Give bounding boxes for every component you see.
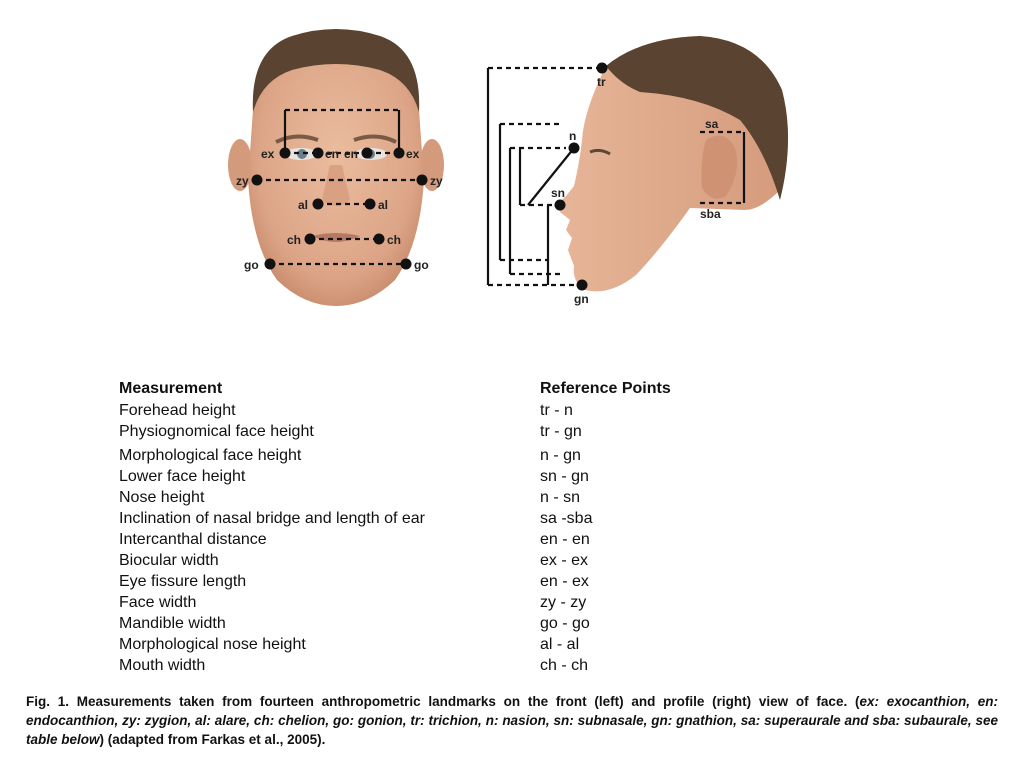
table-row — [119, 613, 759, 634]
landmark-go-right — [401, 259, 412, 270]
label-gn: gn — [574, 292, 589, 306]
landmark-en-left — [313, 148, 324, 159]
table-row — [119, 508, 759, 529]
row-reference: tr - gn — [540, 423, 582, 440]
label-sa: sa — [705, 117, 719, 131]
landmark-zy-right — [417, 175, 428, 186]
label-n: n — [569, 129, 577, 143]
row-measurement: Physiognomical face height — [119, 423, 314, 440]
label-ex-left: ex — [261, 147, 275, 161]
landmark-al-right — [365, 199, 376, 210]
label-en-right: en — [344, 147, 359, 161]
row-reference: n - gn — [540, 447, 581, 464]
caption-label: Fig. 1. — [26, 694, 70, 709]
table-row — [119, 487, 759, 508]
landmark-zy-left — [252, 175, 263, 186]
row-reference: al - al — [540, 636, 580, 653]
table-row — [119, 655, 759, 676]
figure-caption — [26, 692, 998, 749]
row-reference: zy - zy — [540, 594, 587, 611]
header-measurement: Measurement — [119, 380, 223, 397]
row-measurement: Morphological face height — [119, 447, 302, 464]
caption-text-end: ) (adapted from Farkas et al., 2005). — [99, 732, 326, 747]
label-en-left: en — [325, 147, 340, 161]
landmark-gn — [577, 280, 588, 291]
landmark-tr — [597, 63, 608, 74]
table-row — [119, 529, 759, 550]
row-measurement: Lower face height — [119, 468, 246, 485]
row-measurement: Nose height — [119, 489, 205, 506]
landmark-ch-left — [305, 234, 316, 245]
landmark-ex-right — [394, 148, 405, 159]
label-ch-right: ch — [387, 233, 402, 247]
label-tr: tr — [597, 75, 606, 89]
row-reference: ex - ex — [540, 552, 589, 569]
label-ex-right: ex — [406, 147, 420, 161]
face-landmark-figure — [0, 0, 1024, 330]
row-reference: sn - gn — [540, 468, 589, 485]
table-header — [119, 378, 759, 400]
row-reference: tr - n — [540, 402, 573, 419]
row-measurement: Morphological nose height — [119, 636, 306, 653]
row-reference: n - sn — [540, 489, 581, 506]
caption-abbreviations: ex: exocanthion, en: endocanthion, zy: zygion, al: alare, ch: chelion, go: gonion, tr: trichion, n: nasion, sn: subnasale, gn: gnathion, sa: superaurale and sba: subaurale, see table below — [26, 694, 998, 747]
label-al-right: al — [378, 198, 389, 212]
row-measurement: Intercanthal distance — [119, 531, 267, 548]
profile-face-image — [559, 36, 788, 291]
table-row — [119, 400, 759, 421]
label-sn: sn — [551, 186, 566, 200]
row-measurement: Eye fissure length — [119, 573, 247, 590]
table-row — [119, 466, 759, 487]
caption-text-start: Measurements taken from fourteen anthropometric landmarks on the front (left) and profile (right) view of face. ( — [76, 694, 860, 709]
table-row — [119, 421, 759, 442]
header-reference-points: Reference Points — [540, 380, 671, 397]
table-row — [119, 550, 759, 571]
row-reference: en - en — [540, 531, 590, 548]
label-sba: sba — [700, 207, 721, 221]
row-measurement: Inclination of nasal bridge and length of ear — [119, 510, 425, 527]
label-go-left: go — [244, 258, 259, 272]
row-reference: en - ex — [540, 573, 589, 590]
landmark-en-right — [362, 148, 373, 159]
table-row — [119, 445, 759, 466]
landmark-go-left — [265, 259, 276, 270]
label-go-right: go — [414, 258, 429, 272]
landmark-ch-right — [374, 234, 385, 245]
row-measurement: Forehead height — [119, 402, 236, 419]
measurement-table — [119, 378, 759, 676]
landmark-sn — [555, 200, 566, 211]
row-reference: ch - ch — [540, 657, 589, 674]
table-row — [119, 634, 759, 655]
landmark-n — [569, 143, 580, 154]
row-measurement: Face width — [119, 594, 197, 611]
row-measurement: Biocular width — [119, 552, 219, 569]
row-measurement: Mouth width — [119, 657, 206, 674]
table-row — [119, 571, 759, 592]
label-al-left: al — [298, 198, 309, 212]
row-reference: sa -sba — [540, 510, 593, 527]
landmark-ex-left — [280, 148, 291, 159]
label-zy-left: zy — [236, 174, 249, 188]
label-ch-left: ch — [287, 233, 302, 247]
table-row — [119, 592, 759, 613]
landmark-al-left — [313, 199, 324, 210]
row-reference: go - go — [540, 615, 590, 632]
row-measurement: Mandible width — [119, 615, 226, 632]
label-zy-right: zy — [430, 174, 443, 188]
